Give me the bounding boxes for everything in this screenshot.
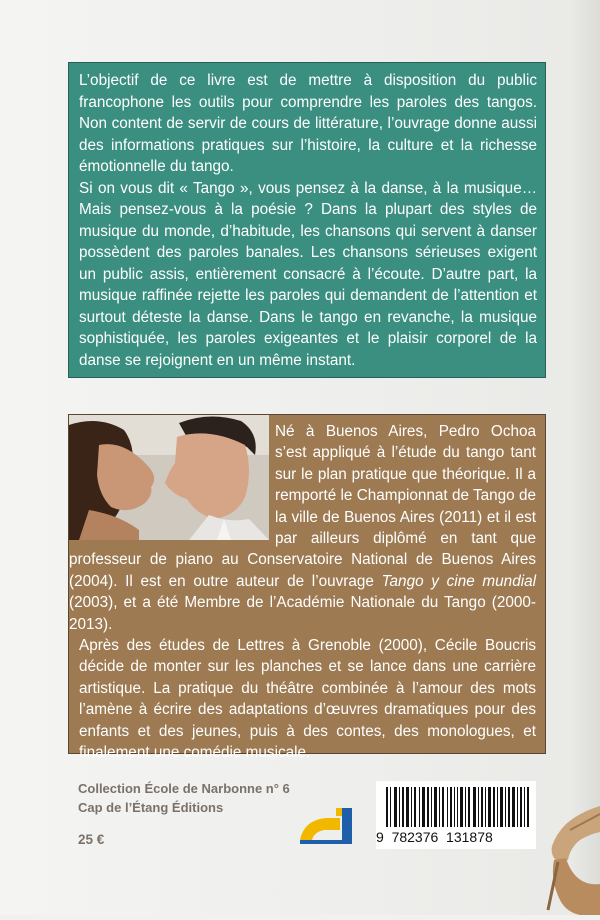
barcode	[376, 781, 536, 849]
book-blurb-box	[68, 62, 546, 378]
authors-photo	[69, 415, 269, 540]
blurb-paragraph-2: Si on vous dit « Tango », vous pensez à la danse, à la musique… Mais pensez-vous à la poésie ? Dans la plupart des styles de musique du monde, d’habitude, les chansons qui servent à danser possèdent des paroles banales. Les chansons sérieuses exigent un public assis, entièrement consacré à l’écoute. D’autre part, la musique raffinée rejette les paroles qui demandent de l’attention et surtout déteste la danse. Dans le tango en revanche, la musique sophistiquée, les paroles exigeantes et le plaisir corporel de la danse se rejoignent en un même instant.	[79, 179, 537, 369]
blurb-paragraph-1: L’objectif de ce livre est de mettre à disposition du public francophone les outils pour comprendre les paroles des tangos. Non content de servir de cours de littérature, l’ouvrage donne aussi des informations pratiques sur l’histoire, la culture et la richesse émotionnelle du tango.	[79, 72, 537, 175]
publisher-name: Cap de l’Étang Éditions	[78, 800, 224, 815]
bio1-text-start: Né à Buenos Aires, Pedro Ochoa s’est appliqué à l’étude du tango tant sur le plan pratique que théorique. Il a remporté le Championnat de Tango de la ville de Buenos Aires (2011) et il est par ailleurs diplômé en tant que professeur de piano au Conservatoire National de Buenos Aires (2004). Il est en outre auteur de l’ouvrage	[69, 423, 536, 590]
bio1-text-end: (2003), et a été Membre de l’Académie Nationale du Tango (2000-2013).	[69, 594, 536, 633]
price-label: 25 €	[78, 832, 105, 847]
page-edge-shadow	[570, 0, 600, 915]
collection-name: Collection École de Narbonne n° 6	[78, 781, 290, 796]
footer-info	[78, 779, 290, 817]
barcode-bars	[386, 787, 532, 827]
isbn-number: 9 782376 131878	[376, 829, 493, 845]
author-bio-cecile-boucris: Après des études de Lettres à Grenoble (2000), Cécile Boucris décide de monter sur les planches et se lance dans une carrière artistique. La pratique du théâtre combinée à l’amour des mots l’amène à écrire des adaptations d’œuvres dramatiques pour des enfants et des jeunes, puis à des contes, des monologues, et finalement une comédie musicale.	[79, 637, 536, 762]
authors-bio-box	[68, 414, 546, 762]
book-title-tango-y-cine-mundial: Tango y cine mundial	[381, 572, 537, 590]
publisher-logo-icon	[296, 804, 358, 848]
tango-shoe-image	[540, 800, 600, 915]
